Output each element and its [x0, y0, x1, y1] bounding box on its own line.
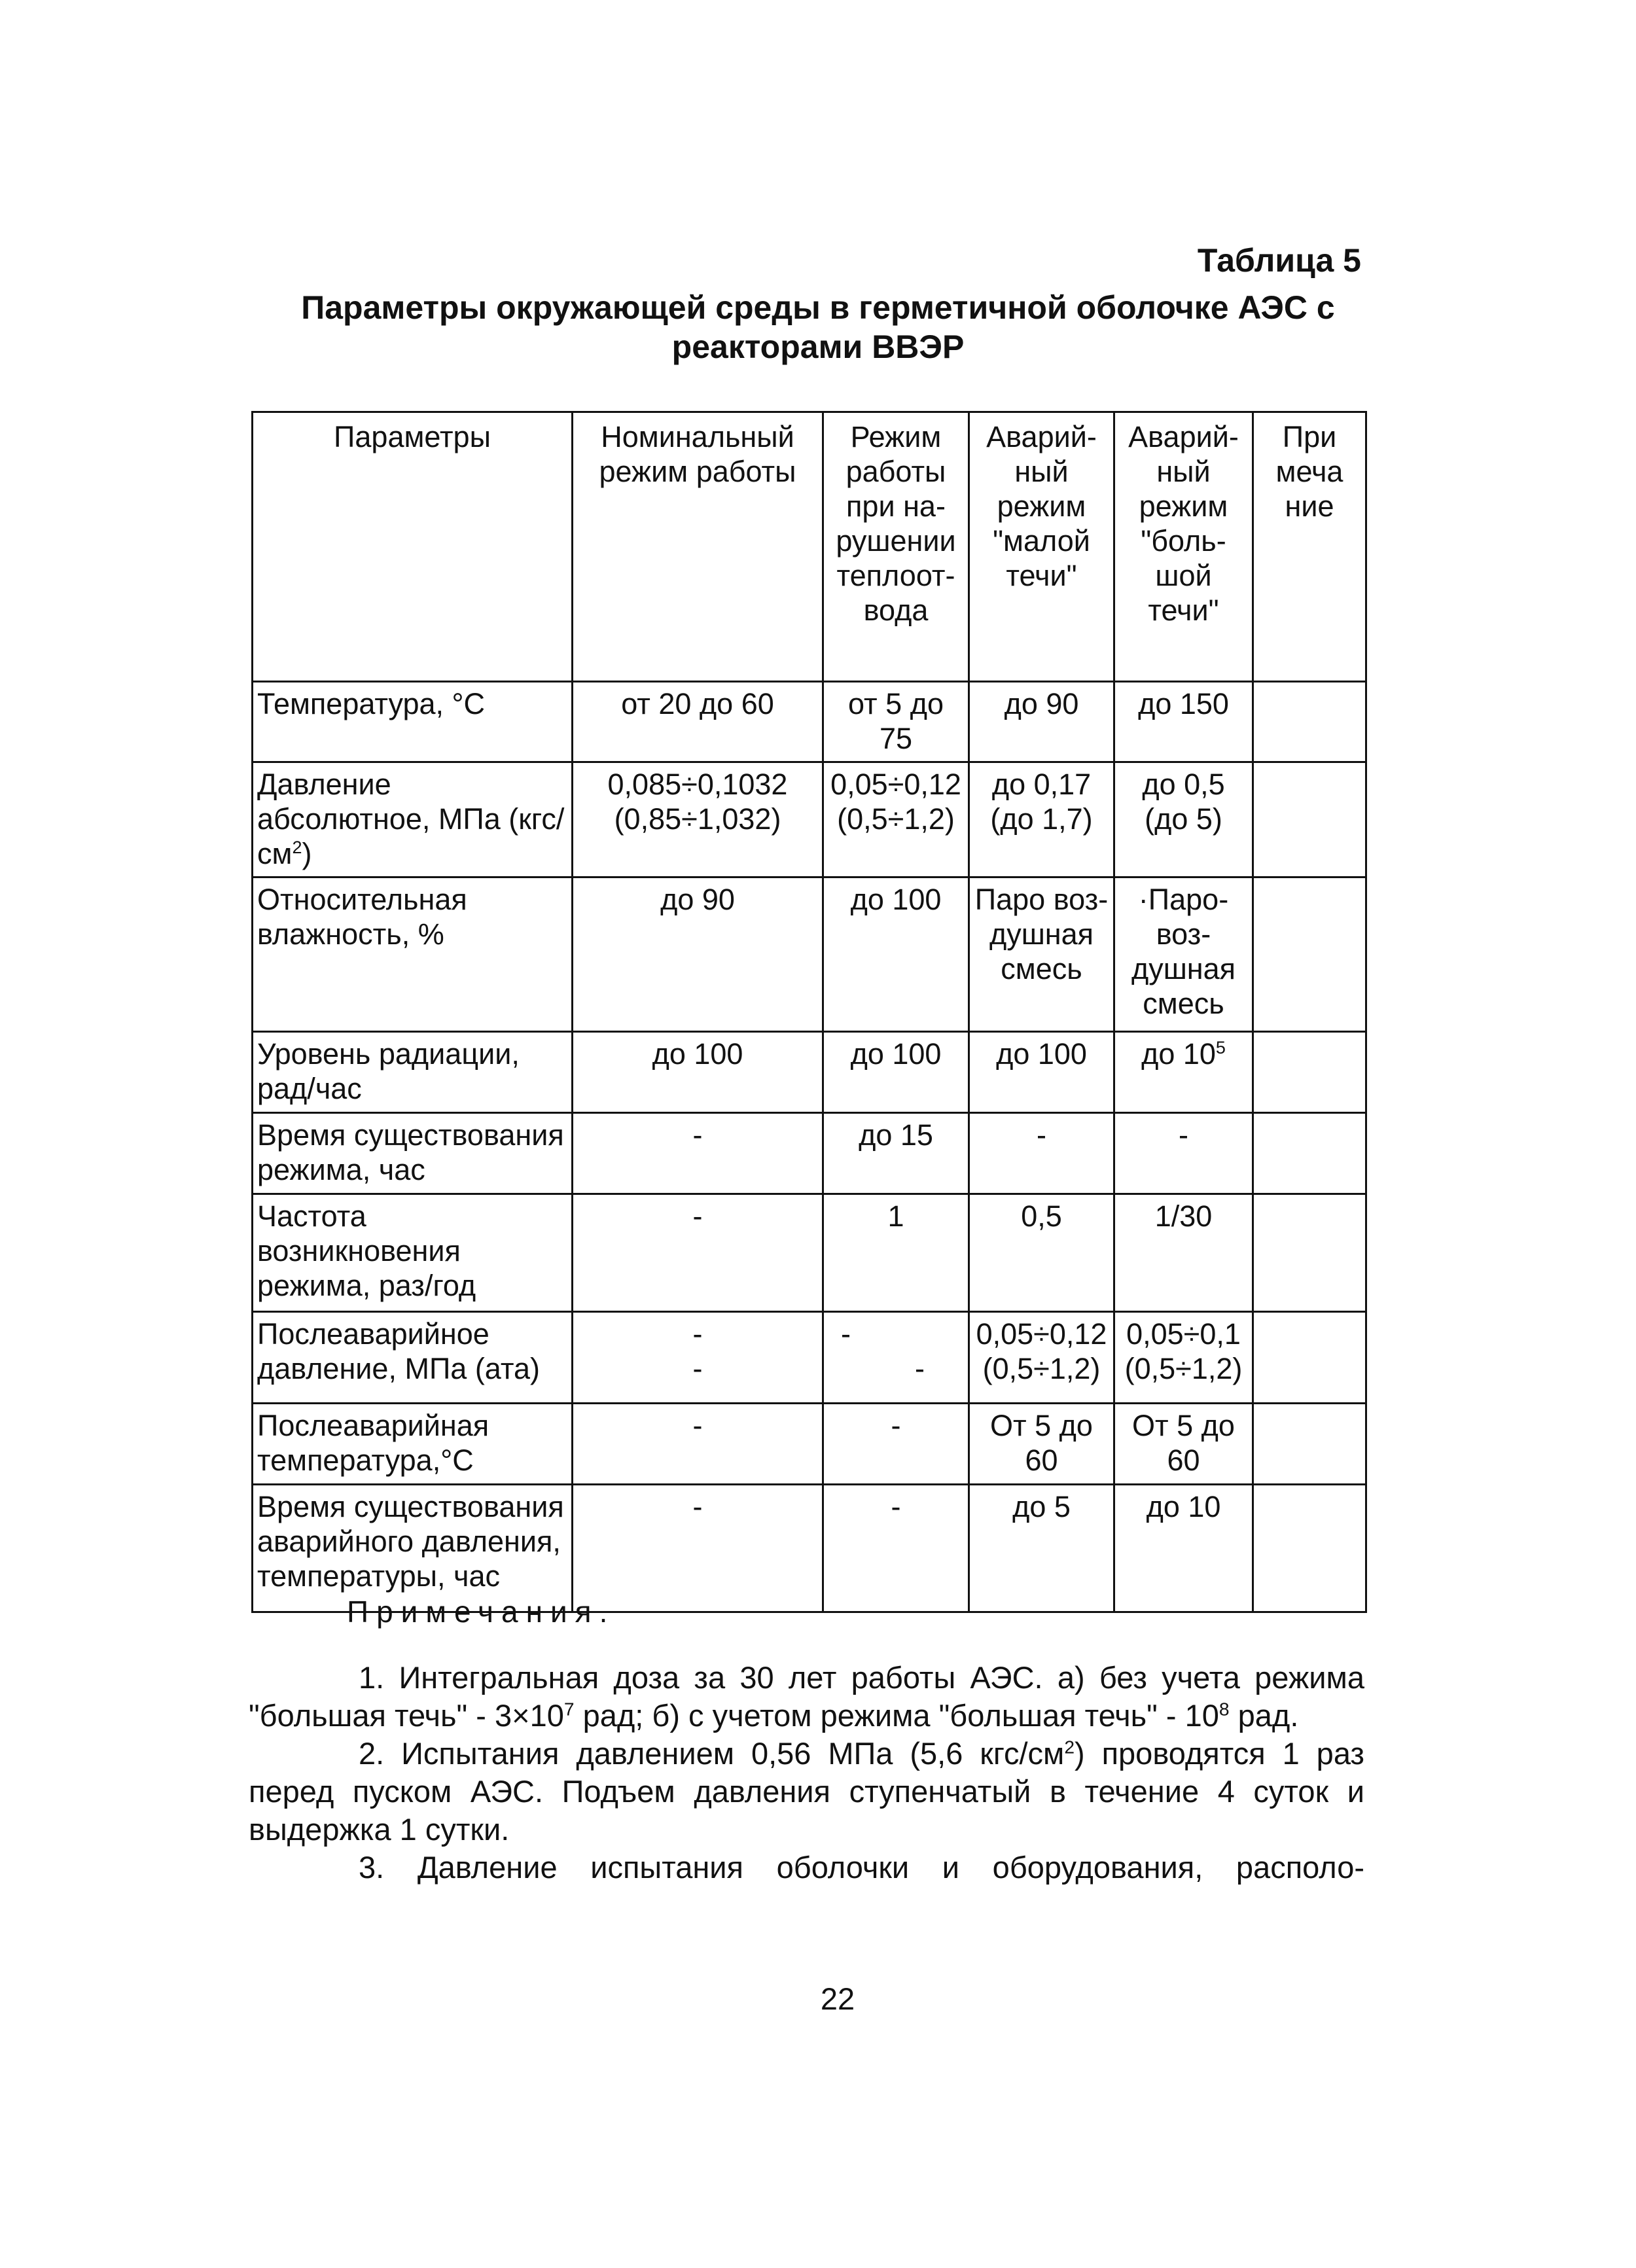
- table-header-row: [253, 412, 1366, 682]
- cell-small-leak: 0,5: [969, 1194, 1114, 1312]
- note-text: 1. Интегральная доза за 30 лет работы АЭС. а) без учета режима "большая течь" - 3×10: [249, 1660, 1364, 1733]
- notes: [249, 1659, 1364, 1887]
- row-param: Послеаварийная температура,°С: [253, 1404, 573, 1485]
- cell-line: -: [915, 1352, 925, 1385]
- table-row: [253, 877, 1366, 1032]
- note-text: 3. Давление испытания оболочки и оборудования, располо-: [359, 1850, 1364, 1885]
- cell-superscript: 5: [1215, 1038, 1226, 1057]
- cell-nominal: [573, 1312, 823, 1404]
- cell-nominal: до 90: [573, 877, 823, 1032]
- header-nominal: Номинальный режим работы: [573, 412, 823, 682]
- cell-heat-loss: -: [823, 1404, 969, 1485]
- cell-nominal: -: [573, 1113, 823, 1194]
- cell-line: -: [692, 1317, 703, 1351]
- cell-heat-loss: -: [823, 1485, 969, 1612]
- note-2: [249, 1735, 1364, 1849]
- note-text: рад.: [1229, 1698, 1299, 1733]
- cell-large-leak: -: [1114, 1113, 1253, 1194]
- note-text: ) проводятся 1 раз перед пуском АЭС. Подъем давления ступенчатый в течение 4 суток и выдержка 1 сутки.: [249, 1736, 1364, 1847]
- cell-small-leak: -: [969, 1113, 1114, 1194]
- table-row: [253, 1312, 1366, 1404]
- note-superscript: 8: [1218, 1698, 1230, 1720]
- table-row: [253, 1113, 1366, 1194]
- cell-nominal: от 20 до 60: [573, 682, 823, 762]
- row-param: Температура, °С: [253, 682, 573, 762]
- row-param: Послеаварийное давление, МПа (ата): [253, 1312, 573, 1404]
- cell-small-leak: до 5: [969, 1485, 1114, 1612]
- notes-heading: Примечания.: [347, 1595, 616, 1629]
- note-superscript: 7: [563, 1698, 575, 1720]
- cell-nominal: -: [573, 1485, 823, 1612]
- cell-note: [1253, 1485, 1366, 1612]
- cell-small-leak: до 0,17 (до 1,7): [969, 762, 1114, 877]
- header-params: Параметры: [253, 412, 573, 682]
- cell-nominal: 0,085÷0,1032 (0,85÷1,032): [573, 762, 823, 877]
- parameters-table: [251, 411, 1367, 1613]
- header-small-leak: Аварий-ный режим "малой течи": [969, 412, 1114, 682]
- cell-large-leak: до 0,5 (до 5): [1114, 762, 1253, 877]
- cell-note: [1253, 1312, 1366, 1404]
- cell-small-leak: до 100: [969, 1032, 1114, 1113]
- cell-nominal: -: [573, 1194, 823, 1312]
- table-row: [253, 1194, 1366, 1312]
- cell-large-leak: 1/30: [1114, 1194, 1253, 1312]
- header-note: При меча ние: [1253, 412, 1366, 682]
- table-row: [253, 1404, 1366, 1485]
- cell-heat-loss: до 100: [823, 877, 969, 1032]
- cell-heat-loss: 0,05÷0,12 (0,5÷1,2): [823, 762, 969, 877]
- cell-large-leak: до 150: [1114, 682, 1253, 762]
- cell-small-leak: Паро воз-душная смесь: [969, 877, 1114, 1032]
- cell-heat-loss: 1: [823, 1194, 969, 1312]
- cell-heat-loss: от 5 до 75: [823, 682, 969, 762]
- row-param: Частота возникновения режима, раз/год: [253, 1194, 573, 1312]
- cell-note: [1253, 682, 1366, 762]
- cell-large-leak: до 10: [1114, 1485, 1253, 1612]
- param-text: Давление абсолютное, МПа (кгс/см: [257, 768, 565, 870]
- cell-nominal: до 100: [573, 1032, 823, 1113]
- table-number: Таблица 5: [1197, 242, 1361, 279]
- cell-note: [1253, 877, 1366, 1032]
- cell-large-leak: От 5 до 60: [1114, 1404, 1253, 1485]
- table-row: [253, 762, 1366, 877]
- note-superscript: 2: [1064, 1736, 1075, 1758]
- note-3: [249, 1849, 1364, 1887]
- cell-text: до 10: [1141, 1037, 1216, 1071]
- cell-heat-loss: до 15: [823, 1113, 969, 1194]
- row-param: [253, 762, 573, 877]
- cell-line: -: [692, 1352, 703, 1385]
- cell-note: [1253, 1194, 1366, 1312]
- cell-heat-loss: до 100: [823, 1032, 969, 1113]
- note-1: [249, 1659, 1364, 1735]
- param-superscript: 2: [292, 838, 302, 857]
- note-text: 2. Испытания давлением 0,56 МПа (5,6 кгс/см: [359, 1736, 1065, 1771]
- note-text: рад; б) с учетом режима "большая течь" - 10: [574, 1698, 1219, 1733]
- cell-large-leak: [1114, 1032, 1253, 1113]
- row-param: Относительная влажность, %: [253, 877, 573, 1032]
- table-title: Параметры окружающей среды в герметичной оболочке АЭС с реакторами ВВЭР: [301, 289, 1335, 365]
- cell-heat-loss: [823, 1312, 969, 1404]
- cell-small-leak: 0,05÷0,12 (0,5÷1,2): [969, 1312, 1114, 1404]
- cell-small-leak: до 90: [969, 682, 1114, 762]
- header-heat-loss: Режим работы при на-рушении теплоот-вода: [823, 412, 969, 682]
- cell-note: [1253, 762, 1366, 877]
- table-row: [253, 682, 1366, 762]
- cell-note: [1253, 1404, 1366, 1485]
- page-number: 22: [820, 1981, 855, 2016]
- row-param: Время существования режима, час: [253, 1113, 573, 1194]
- cell-note: [1253, 1113, 1366, 1194]
- row-param: Уровень радиации, рад/час: [253, 1032, 573, 1113]
- cell-nominal: -: [573, 1404, 823, 1485]
- cell-note: [1253, 1032, 1366, 1113]
- cell-large-leak: ·Паро-воз-душная смесь: [1114, 877, 1253, 1032]
- cell-small-leak: От 5 до 60: [969, 1404, 1114, 1485]
- cell-line: -: [841, 1317, 851, 1351]
- table-row: [253, 1032, 1366, 1113]
- header-large-leak: Аварий-ный режим "боль-шой течи": [1114, 412, 1253, 682]
- cell-large-leak: 0,05÷0,1 (0,5÷1,2): [1114, 1312, 1253, 1404]
- param-text-end: ): [302, 837, 312, 870]
- row-param: Время существования аварийного давления, температуры, час: [253, 1485, 573, 1612]
